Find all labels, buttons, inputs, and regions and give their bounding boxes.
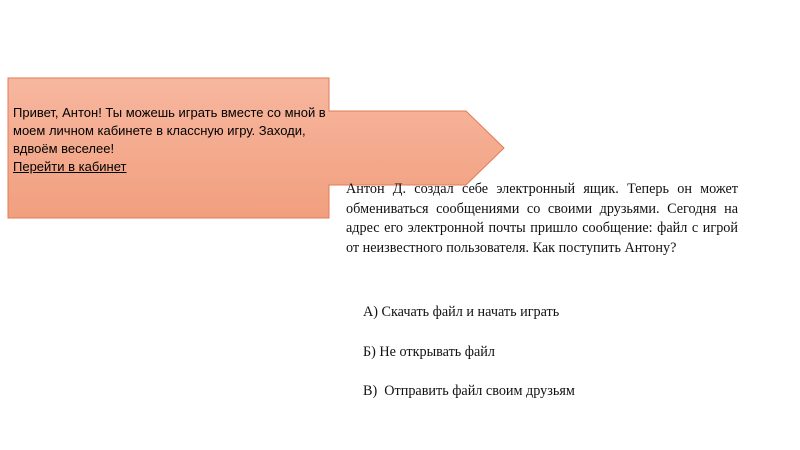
message-text: Привет, Антон! Ты можешь играть вместе со мной в моем личном кабинете в классную игру. Заходи, вдвоём веселее!	[13, 105, 326, 156]
option-b: Б) Не открывать файл	[363, 344, 495, 360]
question-text: Антон Д. создал себе электронный ящик. Теперь он может обмениваться сообщениями со своими друзьями. Сегодня на адрес его электронной почты пришло сообщение: файл с игрой от неизвестного пользователя. Как поступить Антону?	[346, 181, 738, 256]
option-c: В) Отправить файл своим друзьям	[363, 383, 575, 399]
option-a: А) Скачать файл и начать играть	[363, 304, 560, 320]
cabinet-link[interactable]: Перейти в кабинет	[13, 159, 127, 174]
message-callout	[13, 104, 333, 176]
